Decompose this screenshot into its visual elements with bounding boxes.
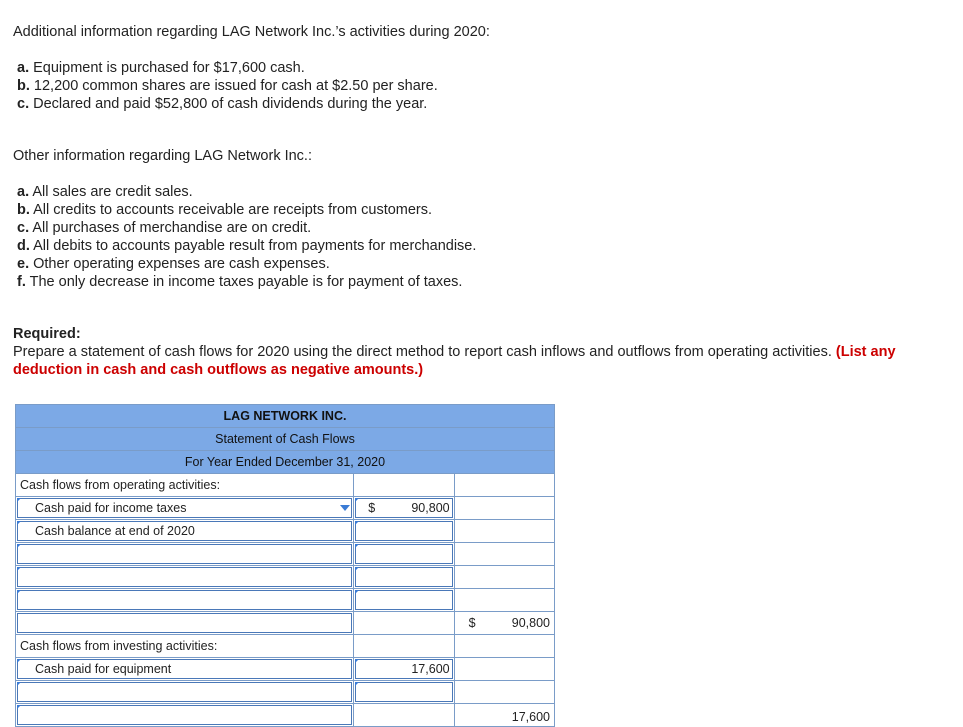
operating-row-1-label: Cash paid for income taxes	[35, 501, 187, 515]
statement-period: For Year Ended December 31, 2020	[16, 451, 555, 474]
table-row	[16, 474, 555, 497]
cash-flow-statement	[15, 404, 555, 727]
intro-list	[17, 59, 438, 113]
other-item-b: b. All credits to accounts receivable are receipts from customers.	[17, 202, 433, 218]
required-text: Prepare a statement of cash flows for 2020 using the direct method to report cash inflows and outflows from operating activities. (List any deduction in cash and cash outflows as negative amounts.)	[13, 344, 896, 378]
operating-row-1-amount: 90,800	[411, 501, 450, 515]
other-list	[17, 183, 476, 291]
other-item-c: c. All purchases of merchandise are on credit.	[17, 220, 312, 236]
intro-title: Additional information regarding LAG Network Inc.’s activities during 2020:	[13, 24, 490, 40]
required-heading: Required:	[13, 326, 81, 342]
table-row	[16, 704, 555, 727]
required-section	[13, 325, 953, 379]
intro-item-b: b. 12,200 common shares are issued for cash at $2.50 per share.	[17, 78, 438, 94]
intro-item-c: c. Declared and paid $52,800 of cash dividends during the year.	[17, 96, 428, 112]
operating-row-3-amount-input[interactable]	[354, 543, 454, 566]
table-row	[16, 566, 555, 589]
table-row	[16, 658, 555, 681]
table-row	[16, 635, 555, 658]
investing-total-label-input[interactable]	[16, 704, 354, 727]
investing-row-2-select[interactable]	[16, 681, 354, 704]
operating-row-4-select[interactable]	[16, 566, 354, 589]
table-row	[16, 589, 555, 612]
operating-total-cell	[454, 612, 554, 635]
company-name: LAG NETWORK INC.	[16, 405, 555, 428]
other-title: Other information regarding LAG Network Inc.:	[13, 148, 312, 164]
table-row	[16, 520, 555, 543]
operating-row-1-select[interactable]	[16, 497, 354, 520]
statement-title: Statement of Cash Flows	[16, 428, 555, 451]
operating-row-2-label: Cash balance at end of 2020	[35, 524, 195, 538]
operating-row-2-amount-input[interactable]	[354, 520, 454, 543]
operating-row-5-select[interactable]	[16, 589, 354, 612]
investing-total-cell	[454, 704, 554, 727]
other-item-a: a. All sales are credit sales.	[17, 184, 193, 200]
table-row	[16, 681, 555, 704]
chevron-down-icon[interactable]	[340, 505, 350, 511]
table-row	[16, 612, 555, 635]
table-row	[16, 543, 555, 566]
other-item-e: e. Other operating expenses are cash expenses.	[17, 256, 330, 272]
investing-row-1-amount-input[interactable]	[354, 658, 454, 681]
investing-row-1-amount: 17,600	[411, 662, 450, 676]
investing-heading: Cash flows from investing activities:	[16, 635, 354, 658]
intro-item-a: a. Equipment is purchased for $17,600 cash.	[17, 60, 305, 76]
operating-row-3-select[interactable]	[16, 543, 354, 566]
investing-row-2-amount-input[interactable]	[354, 681, 454, 704]
operating-row-4-amount-input[interactable]	[354, 566, 454, 589]
operating-row-1-amount-input[interactable]	[354, 497, 454, 520]
operating-total-label-input[interactable]	[16, 612, 354, 635]
required-note: (List any deduction in cash and cash outflows as negative amounts.)	[13, 344, 896, 378]
operating-heading: Cash flows from operating activities:	[16, 474, 354, 497]
investing-row-1-select[interactable]	[16, 658, 354, 681]
operating-row-2-select[interactable]	[16, 520, 354, 543]
table-row	[16, 497, 555, 520]
other-item-d: d. All debits to accounts payable result from payments for merchandise.	[17, 238, 477, 254]
operating-total: 90,800	[511, 616, 550, 630]
investing-row-1-label: Cash paid for equipment	[35, 662, 172, 676]
currency-sign: $	[368, 501, 376, 515]
other-item-f: f. The only decrease in income taxes payable is for payment of taxes.	[17, 274, 463, 290]
investing-total: 17,600	[511, 710, 550, 724]
operating-row-5-amount-input[interactable]	[354, 589, 454, 612]
currency-sign: $	[468, 616, 476, 630]
